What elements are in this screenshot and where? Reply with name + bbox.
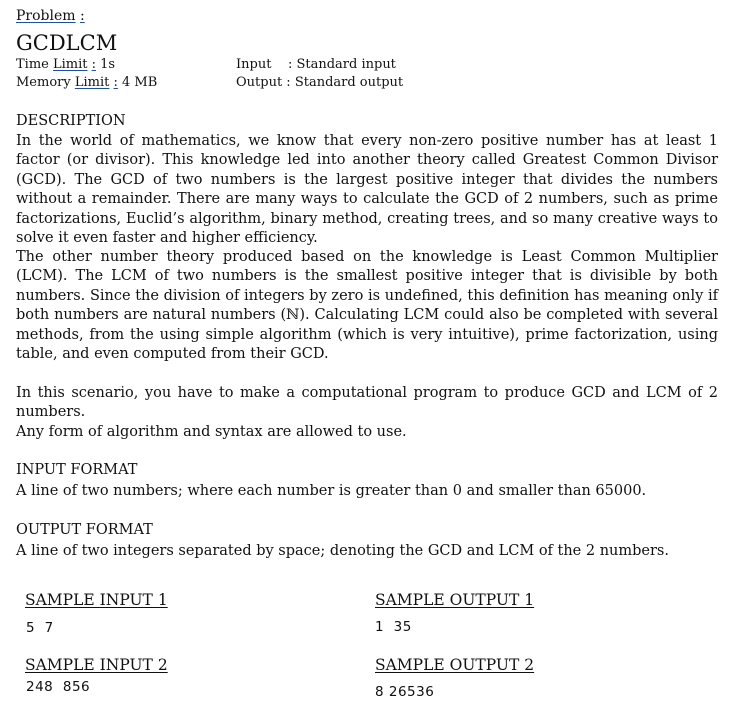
sample-output-2-value: 8 26536: [375, 684, 435, 700]
page-title: GCDLCM: [16, 31, 118, 55]
sample-output-1-label: SAMPLE OUTPUT 1: [375, 591, 535, 609]
problem-label: Problem :: [16, 8, 85, 24]
description-paragraph-3: In this scenario, you have to make a computational program to produce GCD and LCM of 2 numbers.: [16, 385, 718, 421]
output-format-heading: OUTPUT FORMAT: [16, 522, 153, 538]
sample-input-1-label: SAMPLE INPUT 1: [25, 591, 168, 609]
time-limit: Time Limit : 1s: [16, 57, 116, 72]
description-paragraph-1: In the world of mathematics, we know that every non-zero positive number has at least 1 factor (or divisor). This knowledge led into another theory called Greatest Common Divisor (GCD). The GCD of two numbers is the largest positive integer that divides the numbers without a remainder. There are many ways to calculate the GCD of 2 numbers, such as prime factorizations, Euclid’s algorithm, binary method, creating trees, and so many creative ways to solve it even faster and higher efficiency.: [16, 133, 718, 247]
output-spec: Output : Standard output: [236, 75, 404, 90]
output-format-text: A line of two integers separated by space; denoting the GCD and LCM of the 2 numbers.: [16, 543, 669, 559]
description-paragraph-4: Any form of algorithm and syntax are allowed to use.: [16, 424, 407, 440]
sample-input-1-value: 5 7: [26, 620, 54, 636]
sample-output-2-label: SAMPLE OUTPUT 2: [375, 656, 535, 674]
sample-input-2-label: SAMPLE INPUT 2: [25, 656, 168, 674]
sample-input-2-value: 248 856: [26, 679, 91, 695]
input-format-text: A line of two numbers; where each number is greater than 0 and smaller than 65000.: [16, 483, 647, 499]
description-paragraph-2: The other number theory produced based on the knowledge is Least Common Multiplier (LCM). The LCM of two numbers is the smallest positive integer that is divisible by both numbers. Since the division of integers by zero is undefined, this definition has meaning only if both numbers are natural numbers (ℕ). Calculating LCM could also be completed with several methods, from the using simple algorithm (which is very intuitive), prime factorization, using table, and even computed from their GCD.: [16, 249, 718, 363]
sample-output-1-value: 1 35: [375, 619, 412, 635]
input-spec: Input : Standard input: [236, 57, 396, 72]
input-format-heading: INPUT FORMAT: [16, 462, 138, 478]
memory-limit: Memory Limit : 4 MB: [16, 75, 158, 90]
description-heading: DESCRIPTION: [16, 113, 126, 129]
